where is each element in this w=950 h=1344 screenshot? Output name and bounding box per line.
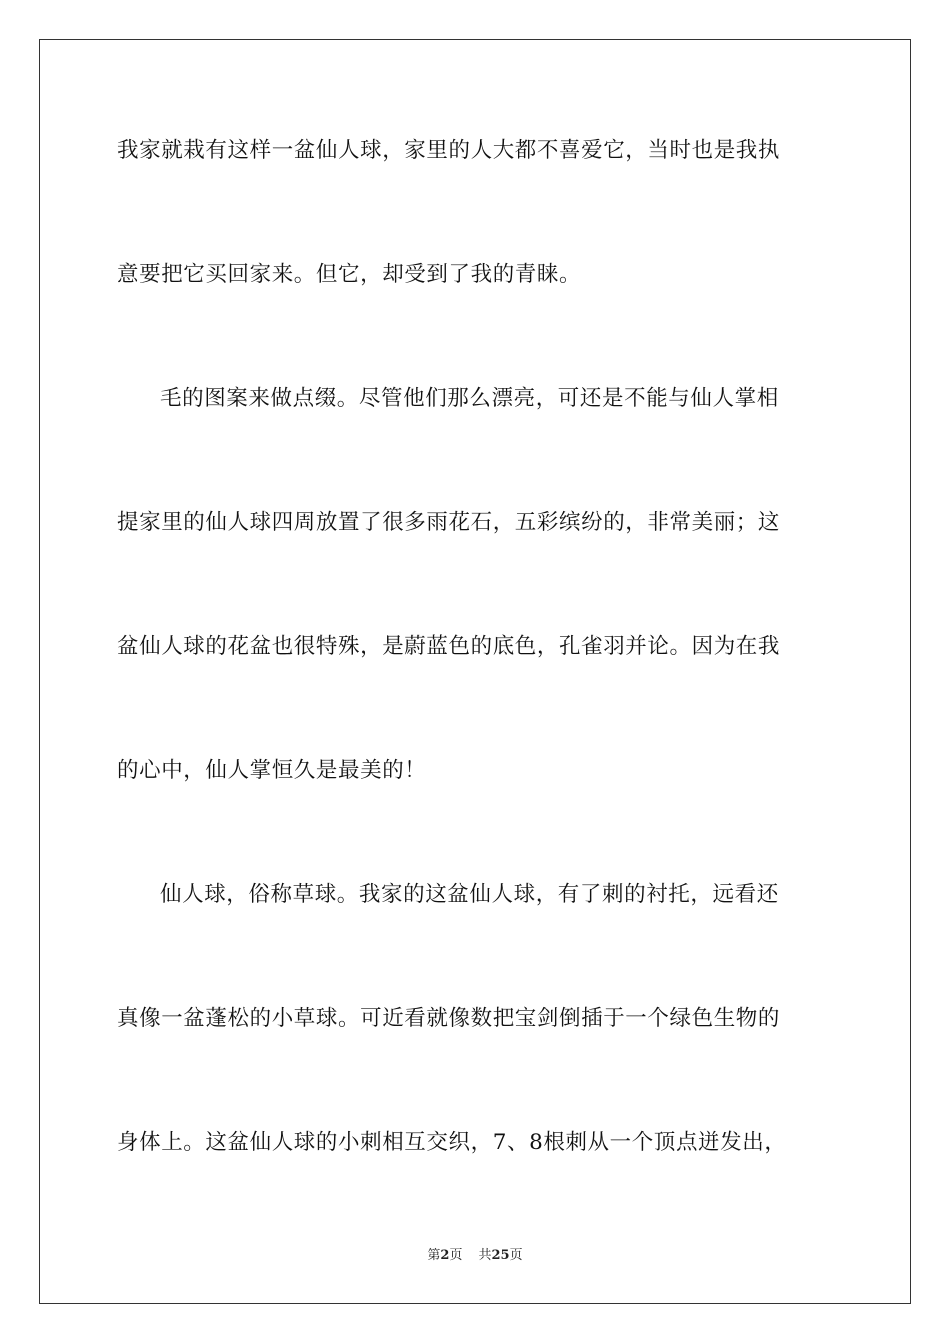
text-line-7: 仙人球，俗称草球。我家的这盆仙人球，有了刺的衬托，远看还 bbox=[160, 882, 779, 907]
footer-total-prefix: 共 bbox=[478, 1248, 492, 1263]
footer-total-suffix: 页 bbox=[509, 1248, 523, 1263]
footer-page-suffix: 页 bbox=[449, 1248, 463, 1263]
page-footer bbox=[0, 1244, 950, 1263]
text-line-8: 真像一盆蓬松的小草球。可近看就像数把宝剑倒插于一个绿色生物的 bbox=[117, 1006, 781, 1031]
text-line-2: 意要把它买回家来。但它，却受到了我的青睐。 bbox=[117, 262, 582, 287]
text-line-4: 提家里的仙人球四周放置了很多雨花石，五彩缤纷的，非常美丽；这 bbox=[117, 510, 781, 535]
footer-total-pages: 25 bbox=[491, 1248, 510, 1263]
text-line-1: 我家就栽有这样一盆仙人球，家里的人大都不喜爱它，当时也是我执 bbox=[117, 138, 781, 163]
text-line-5: 盆仙人球的花盆也很特殊，是蔚蓝色的底色，孔雀羽并论。因为在我 bbox=[117, 634, 781, 659]
text-line-9: 身体上。这盆仙人球的小刺相互交织，7、8根刺从一个顶点迸发出， bbox=[117, 1130, 787, 1155]
page-border bbox=[39, 39, 911, 1304]
text-line-6: 的心中，仙人掌恒久是最美的！ bbox=[117, 758, 427, 783]
text-line-3: 毛的图案来做点缀。尽管他们那么漂亮，可还是不能与仙人掌相 bbox=[160, 386, 779, 411]
footer-page-number: 2 bbox=[440, 1248, 450, 1263]
footer-page-prefix: 第 bbox=[427, 1248, 441, 1263]
